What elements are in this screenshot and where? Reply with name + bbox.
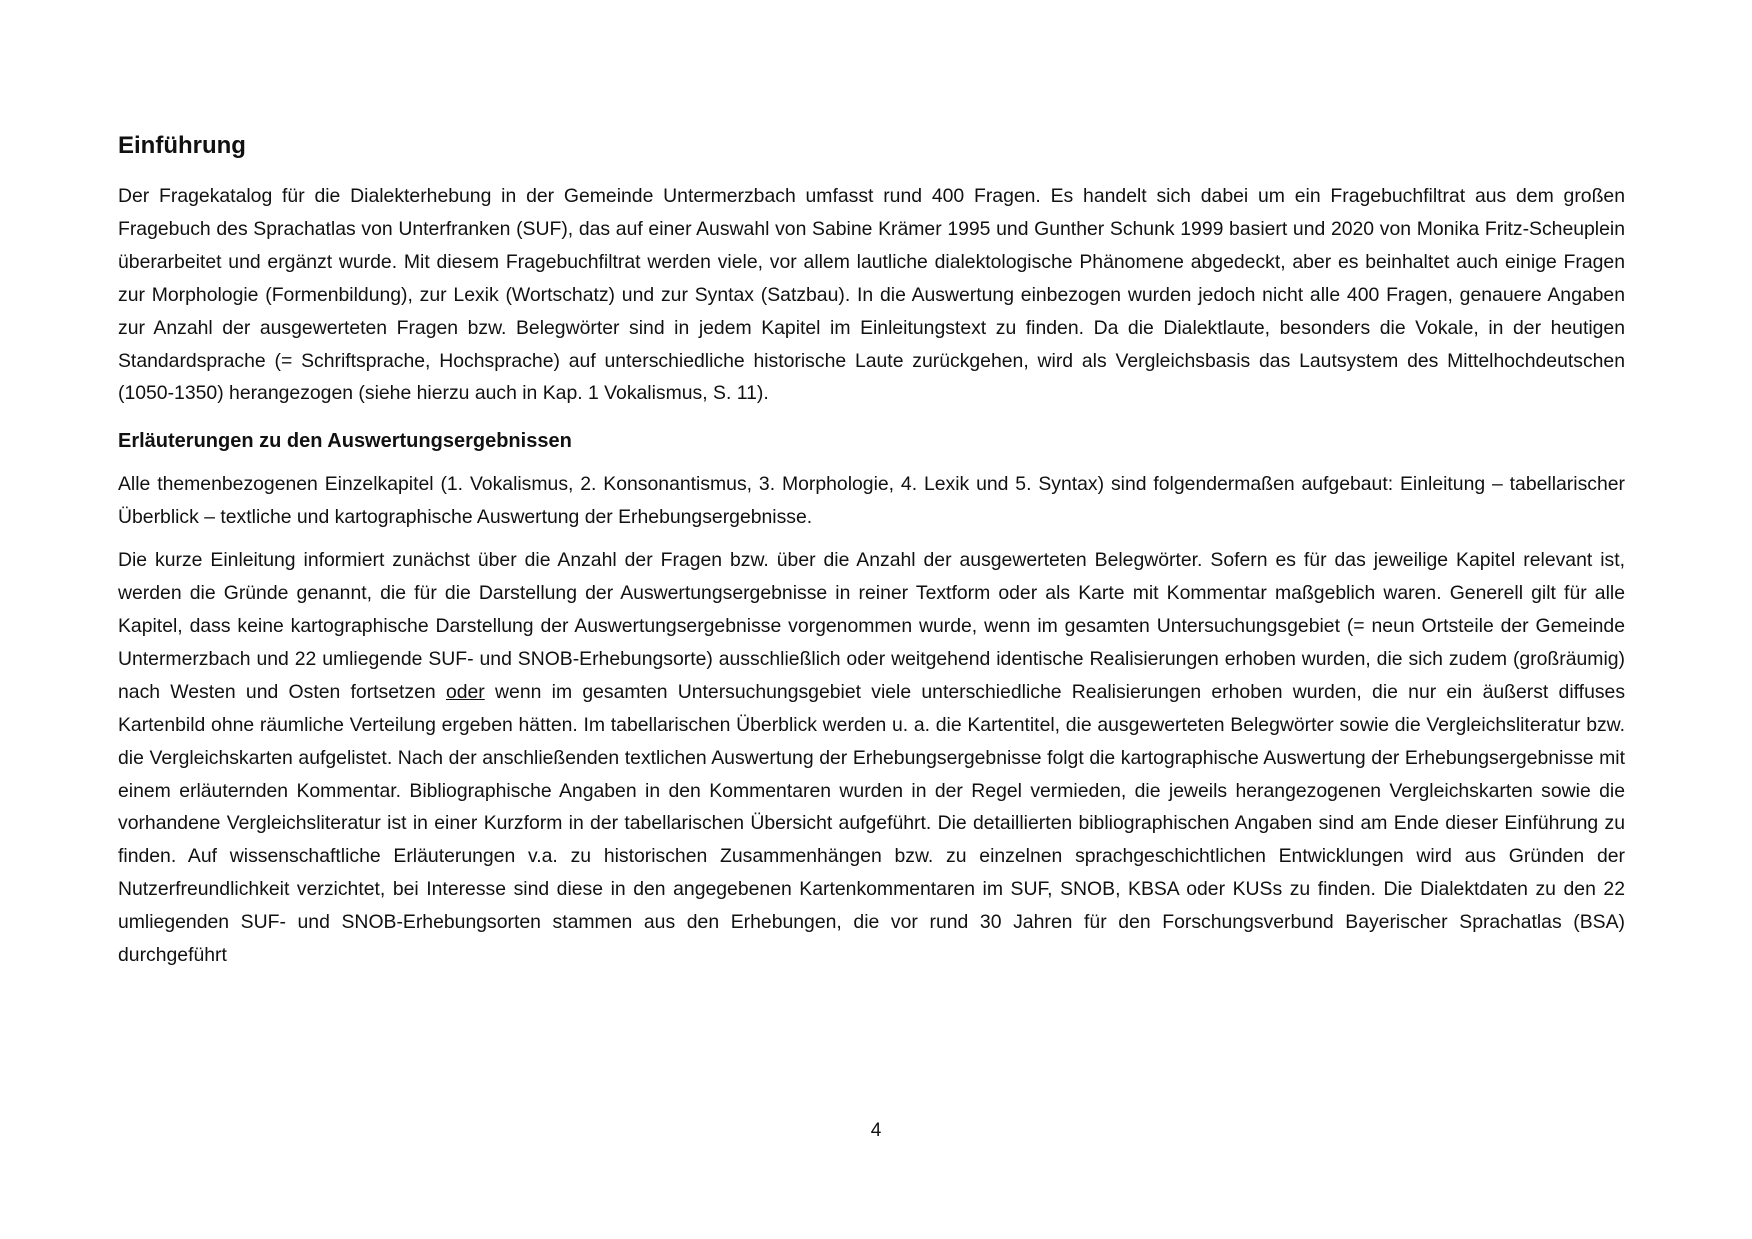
structure-paragraph: Alle themenbezogenen Einzelkapitel (1. Vokalismus, 2. Konsonantismus, 3. Morphologie, 4. Lexik und 5. Syntax) sind folgendermaßen aufgebaut: Einleitung – tabellarischer Überblick – textliche und kartographische Auswertung der Erhebungsergebnisse. <box>118 473 1625 529</box>
page-number: 4 <box>870 1120 882 1141</box>
subsection-heading: Erläuterungen zu den Auswertungsergebnissen <box>118 430 572 453</box>
intro-paragraph: Der Fragekatalog für die Dialekterhebung in der Gemeinde Untermerzbach umfasst rund 400 Fragen. Es handelt sich dabei um ein Fragebuchfiltrat aus dem großen Fragebuch des Sprachatlas von Unterfranken (SUF), das auf einer Auswahl von Sabine Krämer 1995 und Gunther Schunk 1999 basiert und 2020 von Monika Fritz-Scheuplein überarbeitet und ergänzt wurde. Mit diesem Fragebuchfiltrat werden viele, vor allem lautliche dialektologische Phänomene abgedeckt, aber es beinhaltet auch einige Fragen zur Morphologie (Formenbildung), zur Lexik (Wortschatz) und zur Syntax (Satzbau). In die Auswertung einbezogen wurden jedoch nicht alle 400 Fragen, genauere Angaben zur Anzahl der ausgewerteten Fragen bzw. Belegwörter sind in jedem Kapitel im Einleitungstext zu finden. Da die Dialektlaute, besonders die Vokale, in der heutigen Standardsprache (= Schriftsprache, Hochsprache) auf unterschiedliche historische Laute zurückgehen, wird als Vergleichsbasis das Lautsystem des Mittelhochdeutschen (1050-1350) herangezogen (siehe hierzu auch in Kap. 1 Vokalismus, S. 11). <box>118 185 1625 405</box>
underlined-word: oder <box>445 680 485 703</box>
detail-text-part-1: Die kurze Einleitung informiert zunächst über die Anzahl der Fragen bzw. über die Anzahl der ausgewerteten Belegwörter. Sofern es für das jeweilige Kapitel relevant ist, werden die Gründe genannt, die für die Darstellung der Auswertungsergebnisse in reiner Textform oder als Karte mit Kommentar maßgeblich waren. Generell gilt für alle Kapitel, dass keine kartographische Darstellung der Auswertungsergebnisse vorgenommen wurde, wenn im gesamten Untersuchungsgebiet (= neun Ortsteile der Gemeinde Untermerzbach und 22 umliegende SUF- und SNOB-Erhebungsorte) ausschließlich oder weitgehend identische Realisierungen erhoben wurden, die sich zudem (großräumig) nach Westen und Osten fortsetzen <box>118 549 1625 703</box>
detail-paragraph <box>118 544 1625 972</box>
detail-text-part-2: wenn im gesamten Untersuchungsgebiet viele unterschiedliche Realisierungen erhoben wurden, die nur ein äußerst diffuses Kartenbild ohne räumliche Verteilung ergeben hätten. Im tabellarischen Überblick werden u. a. die Kartentitel, die ausgewerteten Belegwörter sowie die Vergleichsliteratur bzw. die Vergleichskarten aufgelistet. Nach der anschließenden textlichen Auswertung der Erhebungsergebnisse folgt die kartographische Auswertung der Erhebungsergebnisse mit einem erläuternden Kommentar. Bibliographische Angaben in den Kommentaren wurden in der Regel vermieden, die jeweils herangezogenen Vergleichskarten sowie die vorhandene Vergleichsliteratur ist in einer Kurzform in der tabellarischen Übersicht aufgeführt. Die detaillierten bibliographischen Angaben sind am Ende dieser Einführung zu finden. Auf wissenschaftliche Erläuterungen v.a. zu historischen Zusammenhängen bzw. zu einzelnen sprachgeschichtlichen Entwicklungen wird aus Gründen der Nutzerfreundlichkeit verzichtet, bei Interesse sind diese in den angegebenen Kartenkommentaren im SUF, SNOB, KBSA oder KUSs zu finden. Die Dialektdaten zu den 22 umliegenden SUF- und SNOB-Erhebungsorten stammen aus den Erhebungen, die vor rund 30 Jahren für den Forschungsverbund Bayerischer Sprachatlas (BSA) durchgeführt <box>118 680 1626 967</box>
section-heading: Einführung <box>118 132 246 159</box>
document-page <box>118 130 1625 984</box>
